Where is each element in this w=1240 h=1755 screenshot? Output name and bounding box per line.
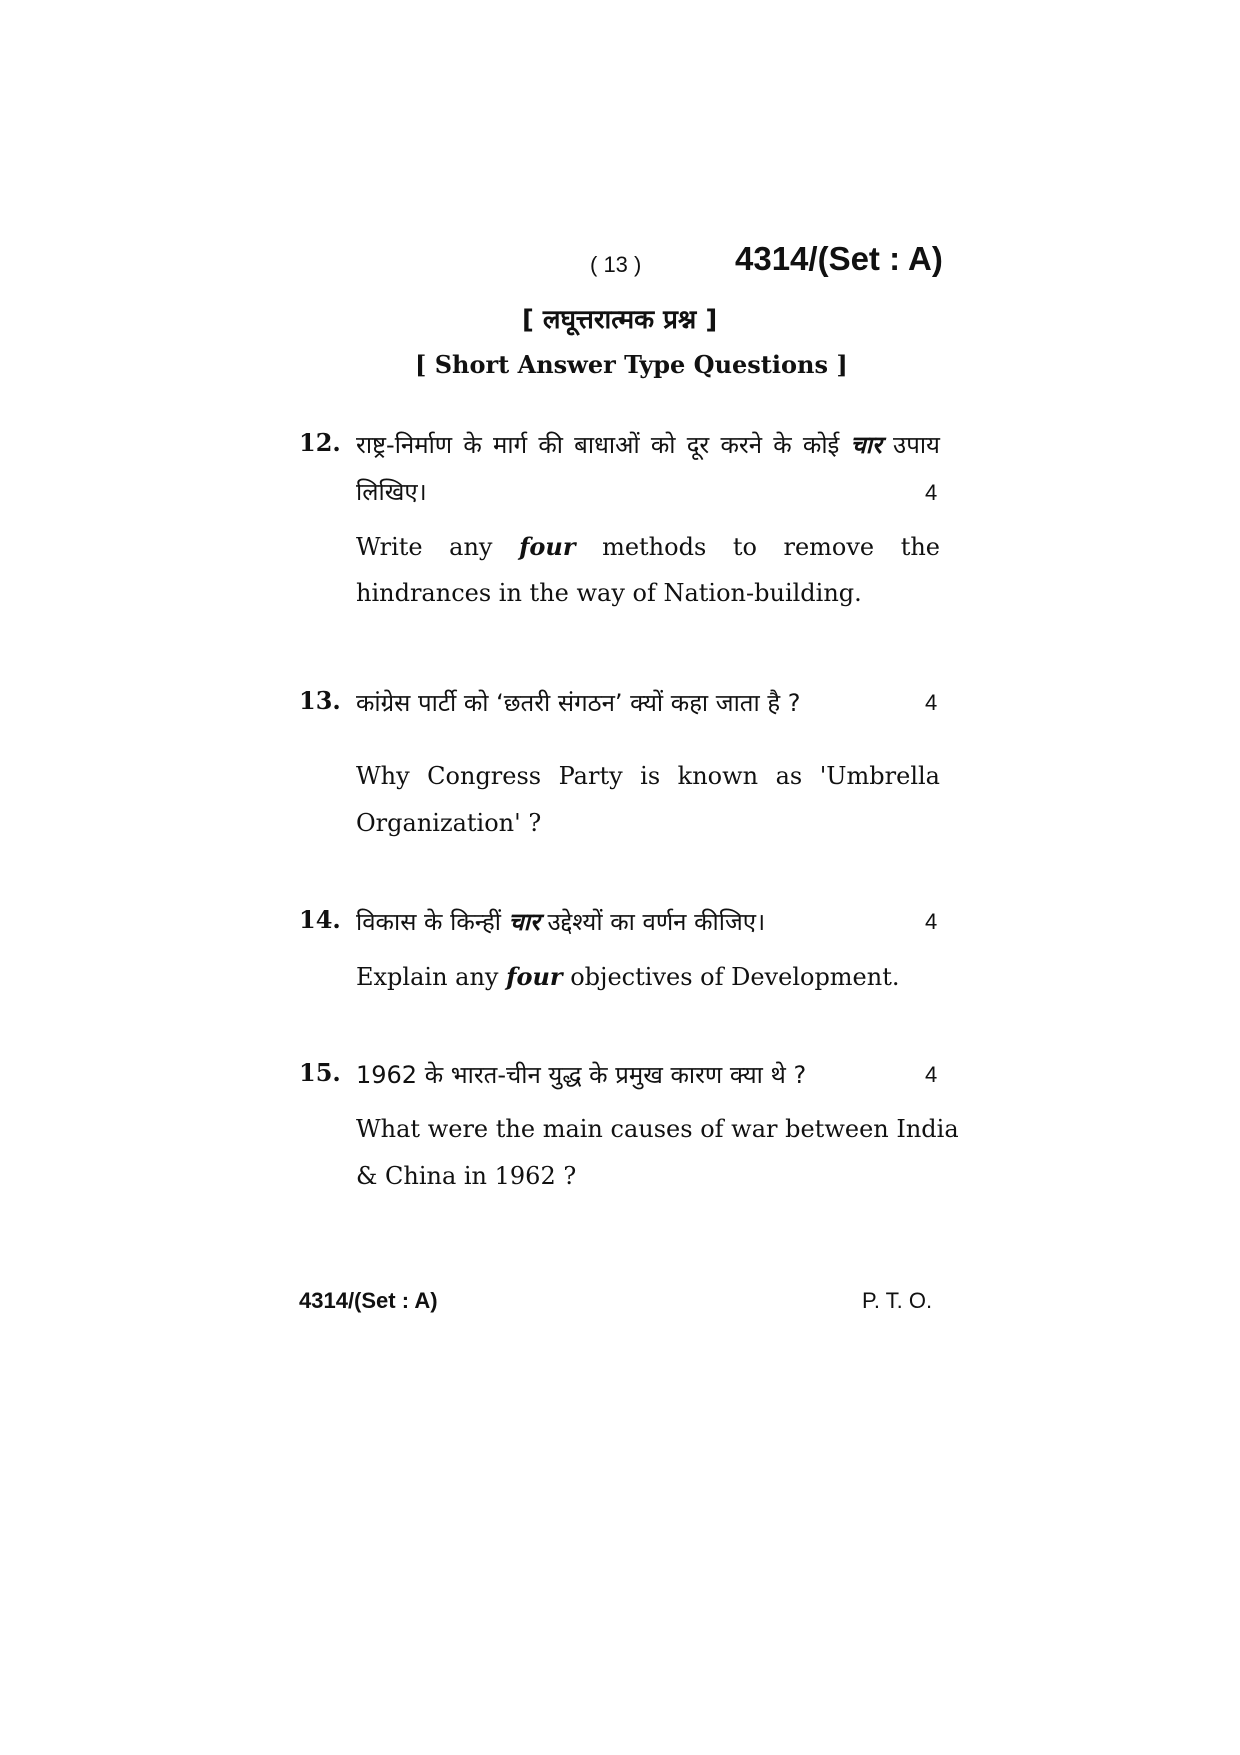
question-text-hindi: [356, 428, 940, 461]
marks: 4: [925, 690, 938, 715]
footer-pto: P. T. O.: [862, 1288, 933, 1313]
emphasis: चार: [508, 908, 540, 936]
english-text: methods to remove the: [602, 533, 941, 561]
question-text-english: hindrances in the way of Nation-building.: [356, 579, 862, 607]
english-text: Write any: [356, 533, 493, 561]
paper-code: 4314/(Set : A): [735, 240, 943, 277]
section-title-hindi: [ लघूत्तरात्मक प्रश्न ]: [522, 305, 718, 335]
emphasis: four: [519, 532, 576, 561]
marks: 4: [925, 1062, 938, 1087]
question-text-hindi: कांग्रेस पार्टी को ‘छतरी संगठन’ क्यों कहा जाता है ?: [356, 689, 801, 717]
question-number: 15.: [299, 1058, 341, 1087]
question-text-hindi: 1962 के भारत-चीन युद्ध के प्रमुख कारण क्या थे ?: [356, 1061, 807, 1089]
english-text: Explain any: [356, 963, 499, 991]
question-number: 13.: [299, 686, 341, 715]
emphasis: चार: [850, 431, 882, 459]
marks: 4: [925, 480, 938, 505]
question-number: 14.: [299, 905, 341, 934]
hindi-text: उपाय: [893, 431, 940, 459]
emphasis: four: [506, 962, 563, 991]
question-text-english: & China in 1962 ?: [356, 1162, 577, 1190]
question-text-hindi: [356, 905, 765, 938]
question-text-english: [356, 532, 940, 561]
marks: 4: [925, 909, 938, 934]
question-number: 12.: [299, 428, 341, 457]
question-text-english: What were the main causes of war between India: [356, 1115, 959, 1143]
question-text-english: Organization' ?: [356, 809, 542, 837]
footer-paper-code: 4314/(Set : A): [299, 1288, 438, 1313]
question-text-english: Why Congress Party is known as 'Umbrella: [356, 762, 940, 790]
question-text-hindi: लिखिए।: [356, 478, 427, 506]
section-title-english: [ Short Answer Type Questions ]: [415, 350, 848, 379]
english-text: objectives of Development.: [570, 963, 900, 991]
hindi-text: उद्देश्यों का वर्णन कीजिए।: [547, 908, 766, 936]
page-number: ( 13 ): [590, 252, 642, 277]
hindi-text: राष्ट्र-निर्माण के मार्ग की बाधाओं को दूर करने के कोई: [356, 431, 840, 459]
question-text-english: [356, 962, 900, 991]
hindi-text: विकास के किन्हीं: [356, 908, 501, 936]
